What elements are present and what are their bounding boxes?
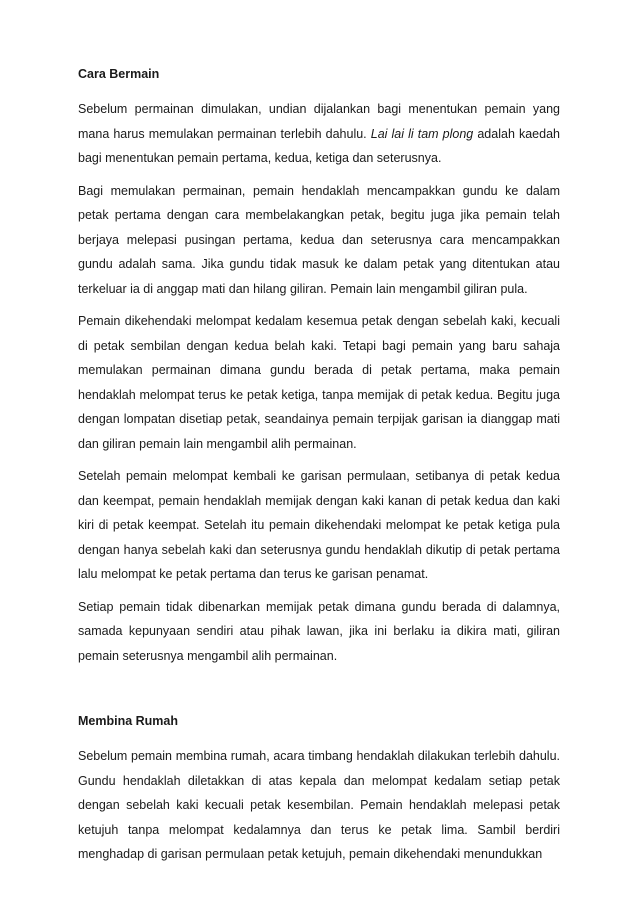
paragraph <box>78 97 560 171</box>
italic-phrase: Lai lai li tam plong <box>370 126 474 141</box>
paragraph: Sebelum pemain membina rumah, acara timbang hendaklah dilakukan terlebih dahulu. Gundu hendaklah diletakkan di atas kepala dan melompat kedalam setiap petak dengan sebelah kaki kecuali petak kesembilan. Pemain hendaklah melepasi petak ketujuh tanpa melompat kedalamnya dan terus ke petak lima. Sambil berdiri menghadap di garisan permulaan petak ketujuh, pemain dikehendaki menundukkan <box>78 749 560 861</box>
paragraph-text: adalah kaedah bagi menentukan pemain pertama, kedua, ketiga dan seterusnya. <box>78 126 560 165</box>
paragraph: Setelah pemain melompat kembali ke garisan permulaan, setibanya di petak kedua dan keempat, pemain hendaklah memijak dengan kaki kanan di petak kedua dan kaki kiri di petak keempat. Setelah itu pemain dikehendaki melompat ke petak ketiga pula dengan hanya sebelah kaki dan seterusnya gundu hendaklah dikutip di petak pertama lalu melompat ke petak pertama dan terus ke garisan penamat. <box>78 469 560 581</box>
section-heading-cara-bermain: Cara Bermain <box>78 67 160 81</box>
paragraph: Pemain dikehendaki melompat kedalam kesemua petak dengan sebelah kaki, kecuali di petak sembilan dengan kedua belah kaki. Tetapi bagi pemain yang baru sahaja memulakan permainan dimana gundu berada di petak pertama, maka pemain hendaklah melompat terus ke petak ketiga, tanpa memijak di petak kedua. Begitu juga dengan lompatan disetiap petak, seandainya pemain terpijak garisan ia dianggap mati dan giliran pemain lain mengambil alih permainan. <box>78 314 560 451</box>
paragraph-text: Sebelum permainan dimulakan, undian dijalankan bagi menentukan pemain yang mana harus memulakan permainan terlebih dahulu. <box>78 102 560 141</box>
section-heading-membina-rumah: Membina Rumah <box>78 714 179 728</box>
document-body <box>78 64 560 867</box>
paragraph: Bagi memulakan permainan, pemain hendaklah mencampakkan gundu ke dalam petak pertama dengan cara membelakangkan petak, begitu juga jika pemain telah berjaya melepasi pusingan pertama, kedua dan seterusnya cara mencampakkan gundu adalah sama. Jika gundu tidak masuk ke dalam petak yang ditentukan atau terkeluar ia di anggap mati dan hilang giliran. Pemain lain mengambil giliran pula. <box>78 183 560 296</box>
paragraph: Setiap pemain tidak dibenarkan memijak petak dimana gundu berada di dalamnya, samada kepunyaan sendiri atau pihak lawan, jika ini berlaku ia dikira mati, giliran pemain seterusnya mengambil alih permainan. <box>78 599 560 663</box>
